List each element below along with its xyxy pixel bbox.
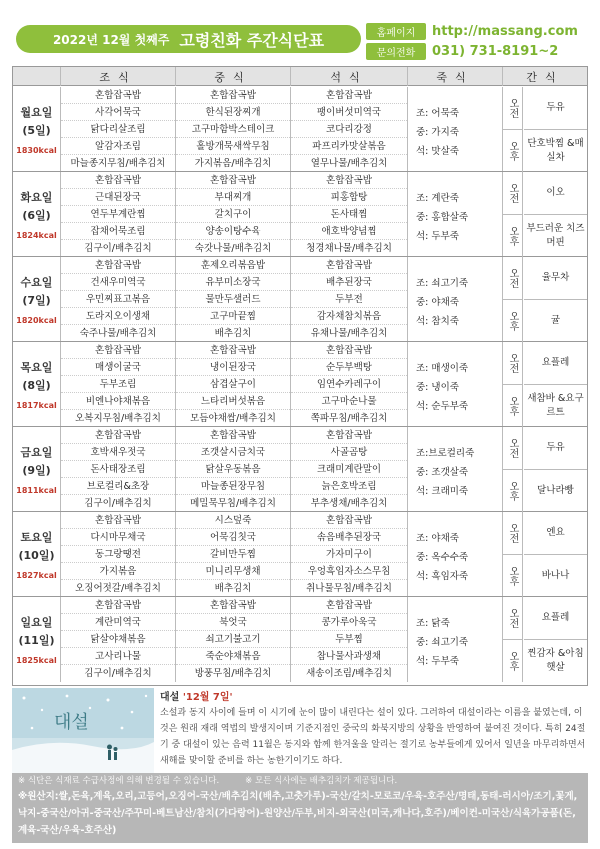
day-date: (10일): [18, 548, 55, 562]
menu-item: 감자채참치볶음: [291, 308, 407, 325]
menu-item: 북엇국: [176, 614, 290, 631]
menu-item: 혼합잡곡밥: [176, 172, 290, 189]
menu-item: 혼합잡곡밥: [291, 597, 407, 614]
porridge-item: 석: 맛살죽: [416, 146, 459, 157]
snack-am-value: 엔요: [524, 512, 587, 555]
day-cell: [13, 342, 61, 426]
menu-item: 배추김치: [214, 328, 252, 339]
header-blank: [13, 67, 61, 86]
menu-item: 고구마끝찜: [176, 308, 290, 325]
menu-item: 혼합잡곡밥: [291, 512, 407, 529]
menu-item: 오징어젓갈/배추김치: [75, 583, 161, 594]
lunch-cell: [176, 172, 291, 256]
snack-pm-label: 오후: [503, 470, 523, 513]
menu-item: 혼합잡곡밥: [176, 342, 290, 359]
header-breakfast: 조식: [61, 67, 176, 86]
lunch-cell: [176, 257, 291, 341]
day-cell: [13, 257, 61, 341]
snack-pm-value: 부드러운 치즈머핀: [526, 222, 585, 248]
porridge-item: 중: 옥수수죽: [416, 552, 469, 563]
porridge-cell: [408, 597, 503, 682]
menu-item: 느타리버섯볶음: [176, 393, 290, 410]
menu-item: 숙갓나물/배추김치: [194, 243, 272, 254]
porridge-item: 조: 계란죽: [416, 193, 459, 204]
porridge-item: 석: 크래미죽: [416, 486, 469, 497]
menu-item: 다시마무채국: [61, 529, 175, 546]
breakfast-cell: [61, 342, 176, 426]
snack-pm-value: 단호박찜 &매실차: [527, 137, 584, 163]
day-name: 목요일: [20, 360, 53, 374]
snack-pm-label: 오후: [503, 555, 523, 598]
snack-pm-value: 달나라빵: [537, 484, 574, 496]
menu-item: 동그랑땡전: [61, 546, 175, 563]
weekly-menu-table: [12, 66, 588, 686]
menu-item: 갈비만두찜: [176, 546, 290, 563]
menu-item: 사골곰탕: [291, 444, 407, 461]
snack-pm-value: 바나나: [541, 569, 570, 581]
day-kcal: 1824kcal: [16, 230, 57, 240]
menu-item: 혼합잡곡밥: [61, 172, 175, 189]
menu-item: 호박새우젓국: [61, 444, 175, 461]
snack-am-value: 율무차: [524, 257, 587, 300]
day-cell: [13, 87, 61, 171]
porridge-item: 중: 쇠고기죽: [416, 637, 469, 648]
menu-item: 비엔나야채볶음: [61, 393, 175, 410]
lunch-cell: [176, 427, 291, 511]
header-lunch: 중식: [176, 67, 291, 86]
menu-item: 우민찌표고볶음: [61, 291, 175, 308]
menu-item: 도라지오이생채: [61, 308, 175, 325]
menu-item: 계란미역국: [61, 614, 175, 631]
origin-info: ※원산지:쌀,돈육,계육,오리,고등어,오징어-국산/배추김치(배추,고춧가루)-국산/갈치-모로코/우육-호주산/명태,동태-러시아/조기,꽃게,낙지-중국산/아귀-중국산/주꾸미-베트남산/참치(가다랑어)-원양산/두부,비지-외국산(미국,캐나다,호주)/베이컨-미국산/식육가공품(돈,계육-국산/우육-호주산): [18, 791, 578, 836]
breakfast-cell: [61, 597, 176, 682]
menu-item: 숙주나물/배추김치: [79, 328, 157, 339]
porridge-cell: [408, 342, 503, 426]
day-kcal: 1811kcal: [16, 485, 57, 495]
menu-item: 건새우미역국: [61, 274, 175, 291]
menu-item: 훈제오리볶음밥: [176, 257, 290, 274]
menu-item: 마늘종지무침/배추김치: [70, 158, 166, 169]
homepage-row: [366, 22, 578, 40]
day-date: (7일): [22, 293, 51, 307]
snack-am-label: 오전: [503, 427, 523, 470]
menu-item: 혼합잡곡밥: [176, 597, 290, 614]
menu-item: 사각어묵국: [61, 104, 175, 121]
menu-item: 고사리나물: [61, 648, 175, 665]
title-banner: [16, 25, 361, 53]
menu-item: 혼합잡곡밥: [61, 597, 175, 614]
menu-item: 방풍무침/배추김치: [194, 668, 272, 679]
snack-pm-value: 찐감자 &아침햇살: [527, 647, 584, 673]
snack-am-label: 오전: [503, 342, 523, 385]
menu-item: 김구이/배추김치: [84, 668, 152, 679]
porridge-cell: [408, 512, 503, 596]
dinner-cell: [291, 427, 408, 511]
menu-item: 팽이버섯미역국: [291, 104, 407, 121]
menu-item: 유부미소장국: [176, 274, 290, 291]
menu-item: 혼합잡곡밥: [176, 87, 290, 104]
porridge-item: 석: 두부죽: [416, 231, 459, 242]
menu-item: 열무나물/배추김치: [310, 158, 388, 169]
dinner-cell: [291, 257, 408, 341]
menu-item: 가지볶음/배추김치: [194, 158, 272, 169]
day-cell: [13, 597, 61, 682]
porridge-item: 석: 순두부죽: [416, 401, 469, 412]
porridge-item: 중: 냉이죽: [416, 382, 459, 393]
menu-item: 솎음배추된장국: [291, 529, 407, 546]
day-kcal: 1830kcal: [16, 145, 57, 155]
menu-item: 오복지무침/배추김치: [75, 413, 161, 424]
info-paragraph: 소설과 동지 사이에 들며 이 시기에 눈이 많이 내린다는 설이 있다. 그러하여 대설이라는 이름을 붙였는데, 이것은 원래 재래 역법의 발생지이며 기준지점인 중국의 화북지방의 상황을 반영하여 붙여진 것이다. 특히 24절기 중 대설이 있는 음력 11월은 동지와 함께 한겨울을 알리는 절기로 농부들에게 있어서 일년을 마무리하면서 새해를 맞이할 준비를 하는 농한기이기도 하다.: [160, 708, 586, 766]
dinner-cell: [291, 87, 408, 171]
breakfast-cell: [61, 427, 176, 511]
notes-row: [18, 774, 582, 788]
menu-item: 참나물사과생채: [291, 648, 407, 665]
menu-item: 삼겹살구이: [176, 376, 290, 393]
page-title: 고령친화 주간식단표: [179, 30, 325, 50]
menu-item: 돈사태장조림: [61, 461, 175, 478]
porridge-item: 조:브로컬리죽: [416, 448, 475, 459]
note-menu-change: ※ 식단은 식재료 수급사정에 의해 변경될 수 있습니다.: [18, 776, 220, 786]
porridge-cell: [408, 257, 503, 341]
day-date: (5일): [22, 123, 51, 137]
menu-item: 브로컬리&초장: [61, 478, 175, 495]
menu-item: 어묵김칫국: [176, 529, 290, 546]
menu-item: 혼합잡곡밥: [61, 87, 175, 104]
porridge-item: 중: 가지죽: [416, 127, 459, 138]
menu-item: 새송이조림/배추김치: [306, 668, 392, 679]
breakfast-cell: [61, 512, 176, 596]
menu-item: 물만두샐러드: [176, 291, 290, 308]
day-row: [13, 512, 587, 597]
snack-am-label: 오전: [503, 512, 523, 555]
menu-item: 김구이/배추김치: [84, 243, 152, 254]
snack-pm-label: 오후: [503, 130, 523, 173]
menu-item: 쇠고기불고기: [176, 631, 290, 648]
dinner-cell: [291, 342, 408, 426]
porridge-cell: [408, 172, 503, 256]
snack-pm-value: 귤: [550, 314, 561, 326]
day-row: [13, 597, 587, 682]
menu-item: 냉이된장국: [176, 359, 290, 376]
day-date: (8일): [22, 378, 51, 392]
homepage-label: 홈페이지: [366, 23, 426, 40]
menu-item: 모듬야채쌈/배추김치: [190, 413, 276, 424]
day-name: 일요일: [20, 616, 53, 629]
menu-item: 가자미구이: [291, 546, 407, 563]
info-title-date: '12월 7일': [182, 692, 233, 703]
porridge-item: 조: 닭죽: [416, 618, 450, 629]
menu-item: 닭살우동볶음: [176, 461, 290, 478]
snack-am-label: 오전: [503, 257, 523, 300]
snack-pm-label: 오후: [503, 215, 523, 258]
day-cell: [13, 427, 61, 511]
dinner-cell: [291, 512, 408, 596]
menu-item: 시스덮죽: [176, 512, 290, 529]
menu-item: 두부전: [291, 291, 407, 308]
snack-am-label: 오전: [503, 597, 523, 640]
menu-item: 연두부계란찜: [61, 206, 175, 223]
dinner-cell: [291, 172, 408, 256]
porridge-item: 석: 두부죽: [416, 656, 459, 667]
lunch-cell: [176, 87, 291, 171]
snack-am-value: 요플레: [524, 342, 587, 385]
snack-pm-label: 오후: [503, 640, 523, 683]
porridge-item: 조: 쇠고기죽: [416, 278, 469, 289]
seasonal-info: [12, 688, 588, 774]
day-name: 월요일: [20, 105, 53, 119]
menu-item: 청경채나물/배추김치: [306, 243, 392, 254]
snack-am-value: 두유: [524, 87, 587, 130]
menu-item: 닭살야채볶음: [61, 631, 175, 648]
day-cell: [13, 512, 61, 596]
menu-item: 혼합잡곡밥: [291, 427, 407, 444]
menu-item: 부대찌개: [176, 189, 290, 206]
porridge-item: 조: 어묵죽: [416, 108, 459, 119]
header-porridge: 죽식: [408, 67, 503, 86]
porridge-item: 중: 야채죽: [416, 297, 459, 308]
day-date: (6일): [22, 208, 51, 222]
menu-item: 피홍합탕: [291, 189, 407, 206]
menu-item: 혼합잡곡밥: [61, 257, 175, 274]
menu-item: 갈치구이: [176, 206, 290, 223]
menu-item: 조갯살시금치국: [176, 444, 290, 461]
menu-item: 알감자조림: [61, 138, 175, 155]
notes-bar: [12, 773, 588, 843]
menu-item: 두부조림: [61, 376, 175, 393]
snack-pm-value: 새참바 &요구르트: [527, 392, 584, 418]
table-header: [13, 67, 587, 86]
menu-item: 혼합잡곡밥: [61, 512, 175, 529]
snack-am-value: 이오: [524, 172, 587, 215]
menu-item: 근대된장국: [61, 189, 175, 206]
menu-item: 코다리강정: [291, 121, 407, 138]
menu-item: 홀방개묵새싹무침: [176, 138, 290, 155]
menu-item: 늙은호박조림: [291, 478, 407, 495]
phone-label: 문의전화: [366, 43, 426, 60]
menu-item: 두부찜: [291, 631, 407, 648]
header-dinner: 석식: [291, 67, 408, 86]
day-name: 수요일: [20, 275, 53, 289]
menu-item: 부추생채/배추김치: [310, 498, 388, 509]
day-row: [13, 87, 587, 172]
porridge-cell: [408, 427, 503, 511]
day-row: [13, 342, 587, 427]
breakfast-cell: [61, 257, 176, 341]
menu-item: 임연수카레구이: [291, 376, 407, 393]
day-date: (9일): [22, 463, 51, 477]
menu-item: 혼합잡곡밥: [61, 342, 175, 359]
snow-illustration: [12, 688, 154, 774]
menu-item: 배추된장국: [291, 274, 407, 291]
day-kcal: 1820kcal: [16, 315, 57, 325]
menu-item: 가지볶음: [61, 563, 175, 580]
breakfast-cell: [61, 87, 176, 171]
menu-item: 잡채어묵조림: [61, 223, 175, 240]
porridge-item: 조: 매생이죽: [416, 363, 469, 374]
menu-item: 배추김치: [214, 583, 252, 594]
porridge-item: 조: 야채죽: [416, 533, 459, 544]
header-snack: 간식: [526, 70, 564, 84]
menu-item: 매생이굴국: [61, 359, 175, 376]
menu-item: 혼합잡곡밥: [61, 427, 175, 444]
menu-item: 양송이탕수육: [176, 223, 290, 240]
menu-item: 닭다리살조림: [61, 121, 175, 138]
header: [0, 0, 600, 62]
illustration-caption: 대설: [54, 712, 89, 733]
day-kcal: 1825kcal: [16, 656, 57, 665]
day-name: 토요일: [20, 530, 53, 544]
dinner-cell: [291, 597, 408, 682]
menu-item: 혼합잡곡밥: [291, 257, 407, 274]
snack-am-label: 오전: [503, 172, 523, 215]
menu-item: 고구마함박스테이크: [176, 121, 290, 138]
menu-item: 고구마순나물: [291, 393, 407, 410]
day-row: [13, 172, 587, 257]
menu-item: 혼합잡곡밥: [176, 427, 290, 444]
day-row: [13, 257, 587, 342]
menu-item: 취나물무침/배추김치: [306, 583, 392, 594]
menu-item: 크래미계란말이: [291, 461, 407, 478]
note-kimchi: ※ 모든 식사에는 배추김치가 제공됩니다.: [245, 776, 398, 786]
phone-number: 031) 731-8191~2: [432, 43, 559, 59]
menu-item: 애호박양념찜: [291, 223, 407, 240]
porridge-item: 석: 흑임자죽: [416, 571, 469, 582]
porridge-item: 석: 참치죽: [416, 316, 459, 327]
menu-item: 죽순야채볶음: [176, 648, 290, 665]
lunch-cell: [176, 597, 291, 682]
menu-item: 유채나물/배추김치: [310, 328, 388, 339]
snack-am-value: 요플레: [524, 597, 587, 640]
menu-item: 쪽파무침/배추김치: [310, 413, 388, 424]
phone-row: [366, 42, 558, 60]
week-date: 2022년 12월 첫째주: [52, 32, 170, 47]
menu-item: 우엉흑임자소스무침: [291, 563, 407, 580]
day-kcal: 1827kcal: [16, 570, 57, 580]
info-title: [160, 688, 588, 703]
breakfast-cell: [61, 172, 176, 256]
menu-item: 순두부백탕: [291, 359, 407, 376]
menu-item: 미니리무생채: [176, 563, 290, 580]
lunch-cell: [176, 342, 291, 426]
menu-item: 혼합잡곡밥: [291, 87, 407, 104]
info-text: [160, 688, 588, 769]
menu-item: 메밀묵무침/배추김치: [190, 498, 276, 509]
menu-item: 혼합잡곡밥: [291, 172, 407, 189]
porridge-item: 중: 조갯살죽: [416, 467, 469, 478]
porridge-item: 중: 홍합살죽: [416, 212, 469, 223]
lunch-cell: [176, 512, 291, 596]
day-name: 화요일: [20, 190, 53, 204]
menu-item: 돈사태찜: [291, 206, 407, 223]
day-kcal: 1817kcal: [16, 400, 57, 410]
snack-pm-label: 오후: [503, 300, 523, 343]
menu-item: 콩가루아욱국: [291, 614, 407, 631]
snack-am-label: 오전: [503, 87, 523, 130]
info-title-prefix: 대설: [160, 692, 180, 703]
day-row: [13, 427, 587, 512]
menu-item: 혼합잡곡밥: [291, 342, 407, 359]
menu-item: 김구이/배추김치: [84, 498, 152, 509]
menu-item: 파프리카맛살볶음: [291, 138, 407, 155]
menu-item: 한식된장찌개: [176, 104, 290, 121]
snack-pm-label: 오후: [503, 385, 523, 428]
snack-am-value: 두유: [524, 427, 587, 470]
day-cell: [13, 172, 61, 256]
homepage-link[interactable]: http://massang.com: [432, 23, 578, 39]
menu-item: 마늘종된장무침: [176, 478, 290, 495]
porridge-cell: [408, 87, 503, 171]
day-name: 금요일: [20, 445, 53, 459]
day-date: (11일): [18, 634, 55, 647]
